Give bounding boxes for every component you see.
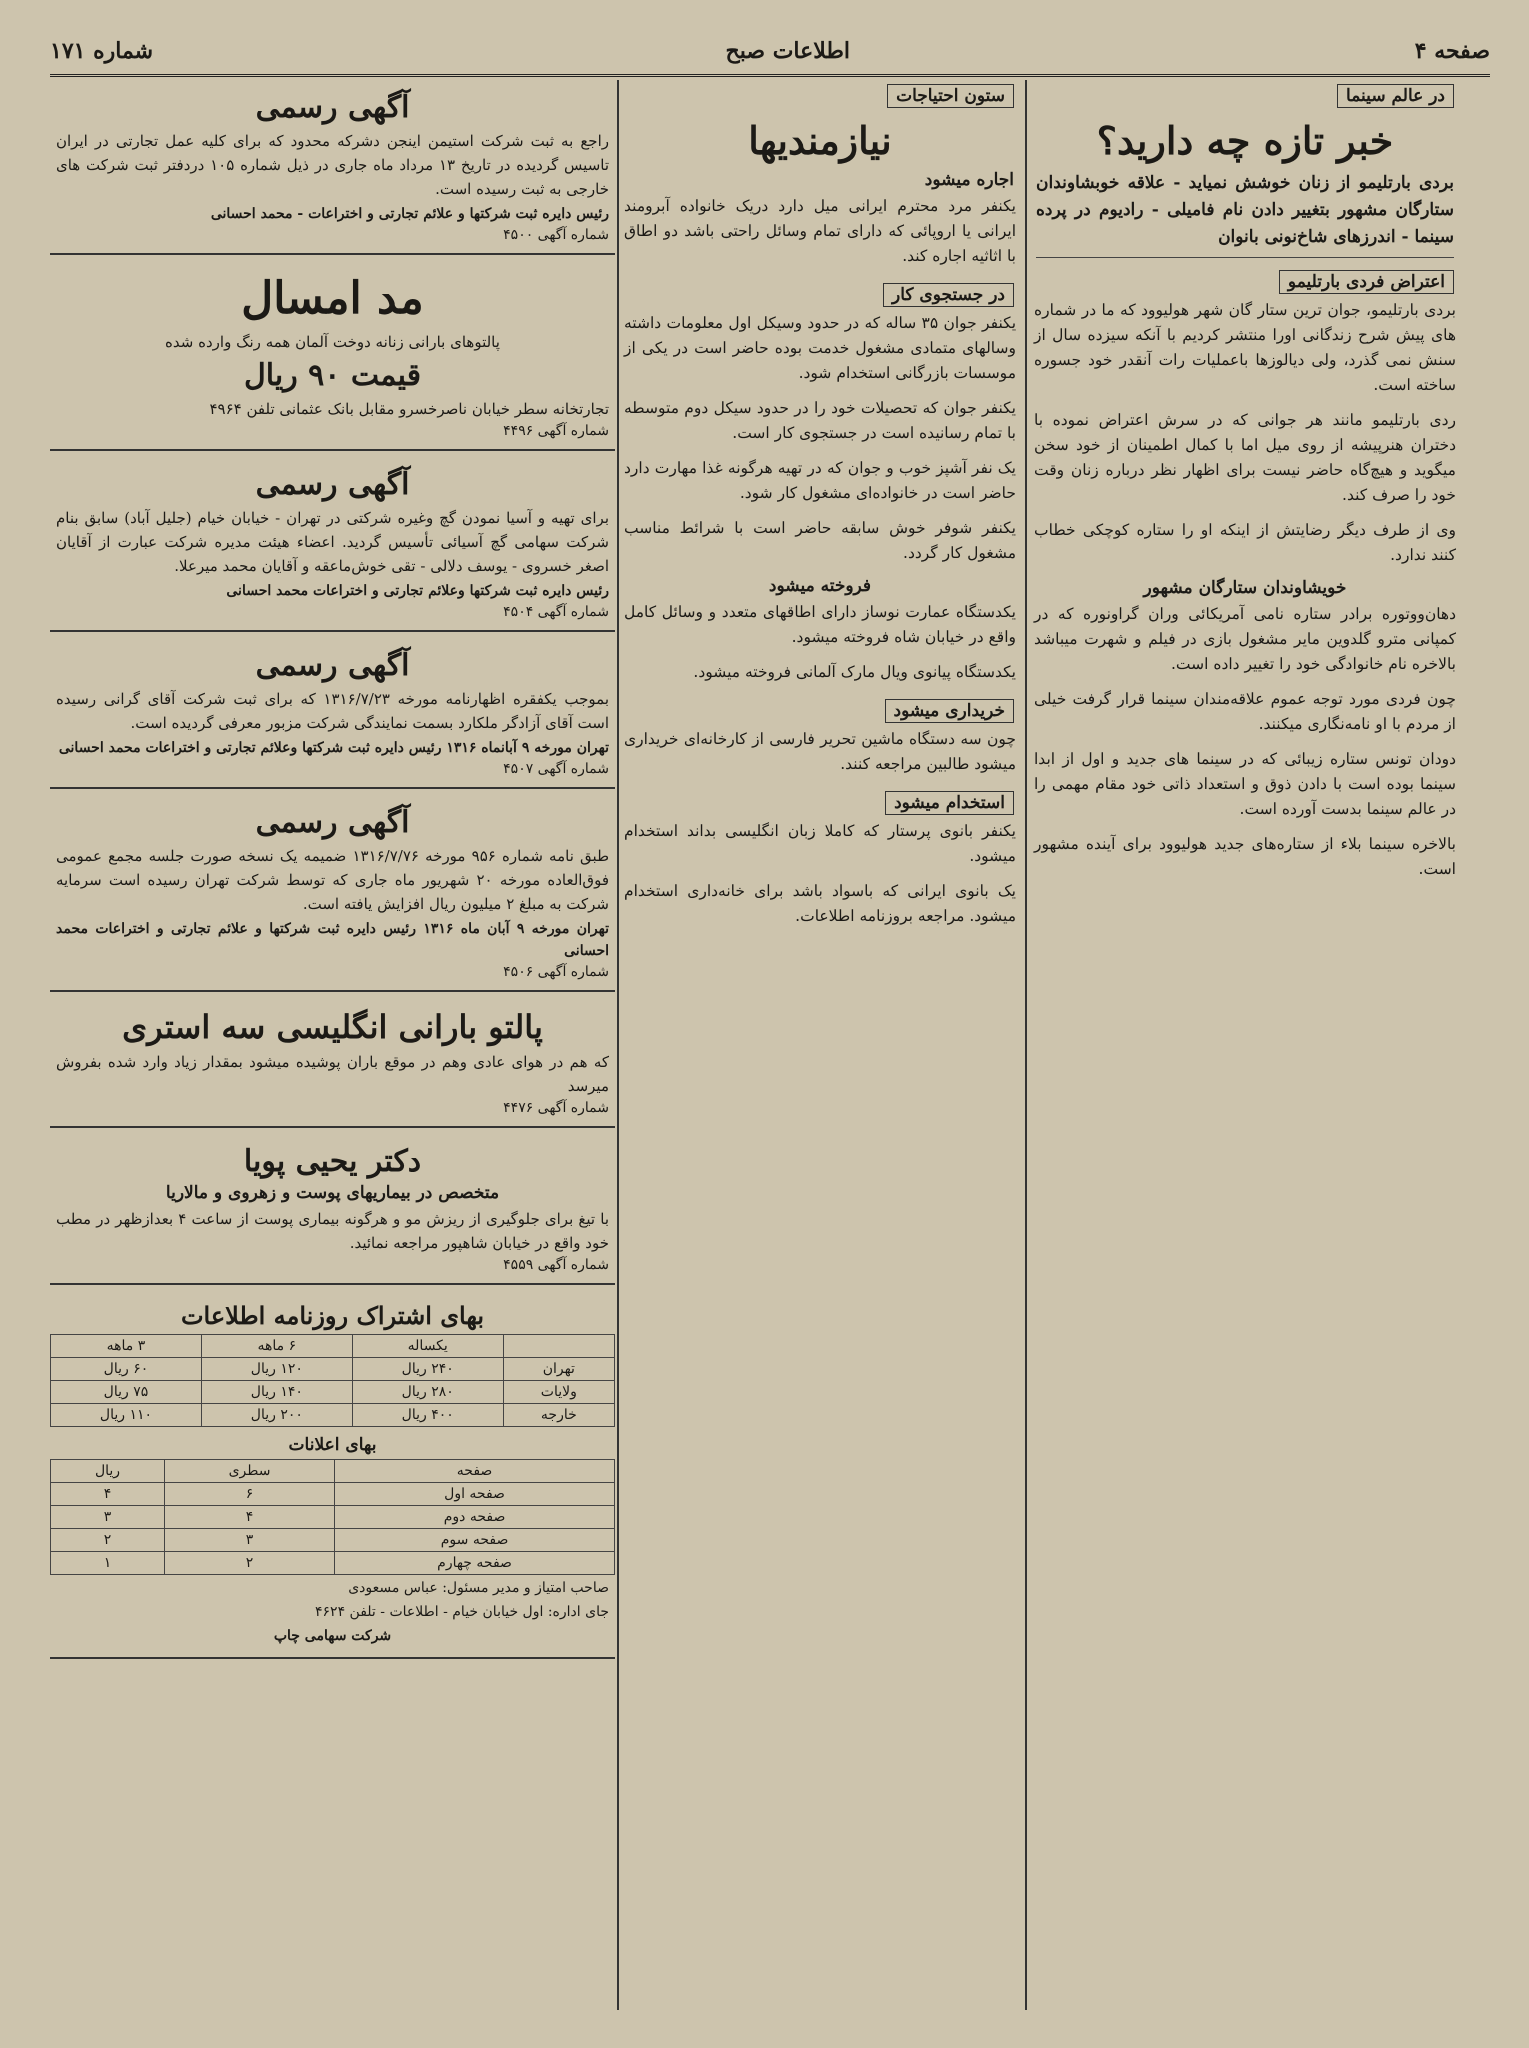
table-header [503,1335,614,1358]
table-row [51,1552,615,1575]
notice-number: شماره آگهی ۴۵۰۷ [503,761,609,777]
subscription-table [50,1334,615,1427]
table-row [51,1529,615,1552]
notice-body: طبق نامه شماره ۹۵۶ مورخه ۱۳۱۶/۷/۷۶ ضمیمه یک نسخه صورت جلسه مجمع عمومی فوق‌العاده مورخه ۲۰ شهریور ماه جاری که توسط شرکت تهران رسیده است سرمایه شرکت به مبلغ ۲ میلیون ریال افزایش یافته است. [56,847,610,913]
notice-title: آگهی رسمی [255,90,410,125]
column-divider [1025,80,1027,2010]
article-lead: بردی بارتلیمو از زنان خوشش نمیاید - علاقه خوبشاوندان ستارگان مشهور بتغییر دادن نام فامیلی - رادیوم در پرده سینما - اندرزهای شاخ‌نونی بانوان [1036,170,1454,258]
advertisement [50,261,615,451]
official-notice [50,638,615,789]
notice-signature: تهران مورخه ۹ آبانماه ۱۳۱۶ رئیس دایره ثبت شرکتها وعلائم تجارتی و اختراعات محمد احسانی [58,740,609,756]
ad-line: پالتوهای بارانی زنانه دوخت آلمان همه رنگ وارده شده [165,333,500,351]
classified-item: یکنفر جوان ۳۵ ساله که در حدود وسیکل اول معلومات داشته وسالهای متمادی مشغول خدمت بوده حاضر است در یکی از موسسات بازرگانی استخدام شود. [624,314,1017,382]
subscription-title: بهای اشتراک روزنامه اطلاعات [180,1301,485,1330]
paragraph: چون فردی مورد توجه عموم علاقه‌مندان سینما قرار گرفت خیلی از مردم با او نامه‌نگاری میکنند. [1034,690,1456,733]
section-label: در عالم سینما [1337,84,1454,108]
table-header: صفحه [335,1460,615,1483]
table-cell: ۶۰ ریال [51,1358,202,1381]
classified-item: یکنفر بانوی پرستار که کاملا زبان انگلیسی بداند استخدام میشود. [624,822,1016,865]
ad-title: پالتو بارانی انگلیسی سه استری [122,1008,543,1046]
table-cell: ۲۸۰ ریال [352,1381,503,1404]
ad-line: که هم در هوای عادی وهم در موقع باران پوشیده میشود بمقدار زیاد وارد شده بفروش میرسد [56,1053,609,1095]
table-cell: صفحه سوم [335,1529,615,1552]
ad-price: قیمت ۹۰ ریال [243,358,422,393]
publisher-line: صاحب امتیاز و مدیر مسئول: عباس مسعودی [348,1580,609,1596]
paragraph: دودان تونس ستاره زیبائی که در سینما های جدید و اول از ابدا سینما بوده است با دادن ذوق و استعداد ذاتی خود مقام مهمی را در عالم سینما بدست آورده است. [1034,750,1456,818]
page-header [50,34,1490,77]
table-row [51,1381,615,1404]
article-headline: خبر تازه چه دارید؟ [1096,118,1394,163]
table-cell: ۱۱۰ ریال [51,1404,202,1427]
table-cell: صفحه اول [335,1483,615,1506]
classified-item: یکدستگاه عمارت نوساز دارای اطاقهای متعدد و وسائل کامل واقع در خیابان شاه فروخته میشود. [624,603,1016,646]
table-header-row [51,1335,615,1358]
paragraph: بردی بارتلیمو، جوان ترین ستار گان شهر هولیوود که ما در شماره های پیش شرح زندگانی اورا منتشر کردیم با آنکه سیزده سال از سنش نمی گذرد، ولی دیالوزها باعملیات رات آنقدر خود جسوره ساخته است. [1034,301,1456,394]
subheading: فروخته میشود [768,576,872,596]
notice-number: شماره آگهی ۴۵۰۰ [503,227,609,243]
paragraph: ردی بارتلیمو مانند هر جوانی که در سرش اعتراض نموده با دختران هنرپیشه از روی میل اما با کمال اطمینان از خود سخن میگوید و هیچ‌گاه حاضر نیست برای اظهار نظر درباره زنان وقت خود را صرف کند. [1034,411,1456,504]
table-cell: ۲۴۰ ریال [352,1358,503,1381]
notices-column [50,80,615,2010]
official-notice [50,795,615,992]
paragraph: دهان‌ووتوره برادر ستاره نامی آمریکائی وران گراونوره که در کمپانی مترو گلدوین مایر مشغول بازی در فیلم و شهرت میباشد بالاخره نام خانوادگی خود را تغییر داده است. [1034,605,1456,673]
classified-item: یکنفر مرد محترم ایرانی میل دارد دریک خانواده آبرومند ایرانی یا اروپائی که دارای تمام وسائل راحتی باشد دو اطاق با اثاثیه اجاره کند. [624,197,1016,265]
ads-rates-title: بهای اعلانات [288,1435,377,1455]
ad-title: دکتر یحیی پویا [243,1144,422,1179]
paragraph: بالاخره سینما بلاء از ستاره‌های جدید هولیوود برای آینده مشهور است. [1034,835,1456,878]
official-notice [50,457,615,632]
official-notice [50,80,615,255]
table-cell: ۱۴۰ ریال [201,1381,352,1404]
table-header: ریال [51,1460,165,1483]
classified-item: یک بانوی ایرانی که باسواد باشد برای خانه‌داری استخدام میشود. مراجعه بروزنامه اطلاعات. [624,882,1016,925]
notice-number: شماره آگهی ۴۵۰۴ [503,604,609,620]
table-cell: ۲ [165,1552,335,1575]
ad-subtitle: متخصص در بیماریهای پوست و زهروی و مالاریا [165,1183,500,1203]
table-cell: ۴۰۰ ریال [352,1404,503,1427]
paper-name: اطلاعات صبح [725,38,850,64]
table-row [51,1358,615,1381]
subheading: استخدام میشود [885,791,1014,815]
notice-number: شماره آگهی ۴۵۰۶ [503,964,609,980]
notice-title: آگهی رسمی [255,648,410,683]
table-cell: صفحه چهارم [335,1552,615,1575]
table-cell: تهران [503,1358,614,1381]
table-cell: ۶ [165,1483,335,1506]
table-cell: صفحه دوم [335,1506,615,1529]
subheading: خریداری میشود [885,699,1014,723]
table-header: یکساله [352,1335,503,1358]
classified-item: یکنفر شوفر خوش سابقه حاضر است با شرائط مناسب مشغول کار گردد. [624,519,1016,562]
classified-item: یکنفر جوان که تحصیلات خود را در حدود سیکل دوم متوسطه با تمام رسانیده است در جستجوی کار است. [624,399,1016,442]
ads-rates-table [50,1459,615,1575]
notice-signature: رئیس دایره ثبت شرکتها و علائم تجارتی و اختراعات - محمد احسانی [210,206,609,222]
table-header: ۶ ماهه [201,1335,352,1358]
table-cell: ۷۵ ریال [51,1381,202,1404]
classifieds-column [620,80,1020,2010]
table-header: ۳ ماهه [51,1335,202,1358]
classified-item: یکدستگاه پیانوی ویال مارک آلمانی فروخته میشود. [693,663,1016,681]
notice-body: راجع به ثبت شرکت استیمن اینجن دشرکه محدود که برای کلیه عمل تجارتی در ایران تاسیس گردیده در تاریخ ۱۳ مرداد ماه جاری در ذیل شماره ۱۰۵ دردفتر ثبت شرکت های خارجی به ثبت رسیده است. [56,132,610,198]
table-cell: خارجه [503,1404,614,1427]
table-header-row [51,1460,615,1483]
cinema-column [1030,80,1460,2010]
ad-number: شماره آگهی ۴۴۹۶ [503,423,609,439]
table-cell: ۴ [165,1506,335,1529]
section-label: ستون احتیاجات [887,84,1014,108]
table-cell: ولایات [503,1381,614,1404]
notice-body: برای تهیه و آسیا نمودن گچ وغیره شرکتی در تهران - خیابان خیام (جلیل آباد) سابق بنام شرکت سهامی گچ آسیائی تأسیس گردید. اعضاء هیئت مدیره شرکت عبارت از آقایان اصغر خسروی - یوسف دلالی - تقی خوش‌ماعقه و آقایان محمد میرعلا. [56,509,609,575]
subheading: اعتراض فردی بارتلیمو [1279,270,1454,294]
notice-title: آگهی رسمی [255,805,410,840]
subheading: در جستجوی کار [883,283,1014,307]
ad-line: با تیغ برای جلوگیری از ریزش مو و هرگونه بیماری پوست از ساعت ۴ بعدازظهر در مطب خود واقع در خیابان شاهپور مراجعه نمائید. [56,1210,609,1252]
ad-address: تجارتخانه سطر خیابان ناصرخسرو مقابل بانک عثمانی تلفن ۴۹۶۴ [209,400,609,418]
address-line: جای اداره: اول خیابان خیام - اطلاعات - تلفن ۴۶۲۴ [315,1604,609,1620]
table-cell: ۳ [165,1529,335,1552]
classified-item: چون سه دستگاه ماشین تحریر فارسی از کارخانه‌ای خریداری میشود طالبین مراجعه کنند. [624,730,1016,773]
column-headline: نیازمندیها [748,118,892,163]
printer-line: شرکت سهامی چاپ [273,1628,392,1644]
table-cell: ۴ [51,1483,165,1506]
classified-item: یک نفر آشپز خوب و جوان که در تهیه هرگونه غذا مهارت دارد حاضر است در خانواده‌ای مشغول کار شود. [624,459,1016,502]
subscription-box [50,1291,615,1659]
advertisement [50,998,615,1128]
table-cell: ۱ [51,1552,165,1575]
table-cell: ۳ [51,1506,165,1529]
column-divider [617,80,619,2010]
ad-number: شماره آگهی ۴۴۷۶ [503,1100,609,1116]
table-header: سطری [165,1460,335,1483]
ad-number: شماره آگهی ۴۵۵۹ [503,1257,609,1273]
notice-title: آگهی رسمی [255,467,410,502]
advertisement [50,1134,615,1285]
notice-body: بموجب یکفقره اظهارنامه مورخه ۱۳۱۶/۷/۲۳ که برای ثبت شرکت آقای گرانی رسیده است آقای آزادگر ملکارد بسمت نمایندگی شرکت مزبور معرفی گردیده است. [56,690,610,732]
table-row [51,1483,615,1506]
subheading: اجاره میشود [924,170,1014,190]
table-row [51,1506,615,1529]
table-row [51,1404,615,1427]
table-cell: ۲ [51,1529,165,1552]
paragraph: وی از طرف دیگر رضایتش از اینکه او را ستاره کوچکی خطاب کنند ندارد. [1034,521,1456,564]
subheading: خویشاوندان ستارگان مشهور [1143,578,1347,598]
table-cell: ۲۰۰ ریال [201,1404,352,1427]
page-number: صفحه ۴ [1414,38,1490,64]
ad-title: مد امسال [241,273,424,324]
table-cell: ۱۲۰ ریال [201,1358,352,1381]
notice-signature: رئیس دایره ثبت شرکتها وعلائم تجارتی و اختراعات محمد احسانی [226,583,609,599]
notice-signature: تهران مورخه ۹ آبان ماه ۱۳۱۶ رئیس دایره ثبت شرکتها و علائم تجارتی و اختراعات محمد احسانی [56,921,609,959]
issue-number: شماره ۱۷۱ [50,38,154,64]
